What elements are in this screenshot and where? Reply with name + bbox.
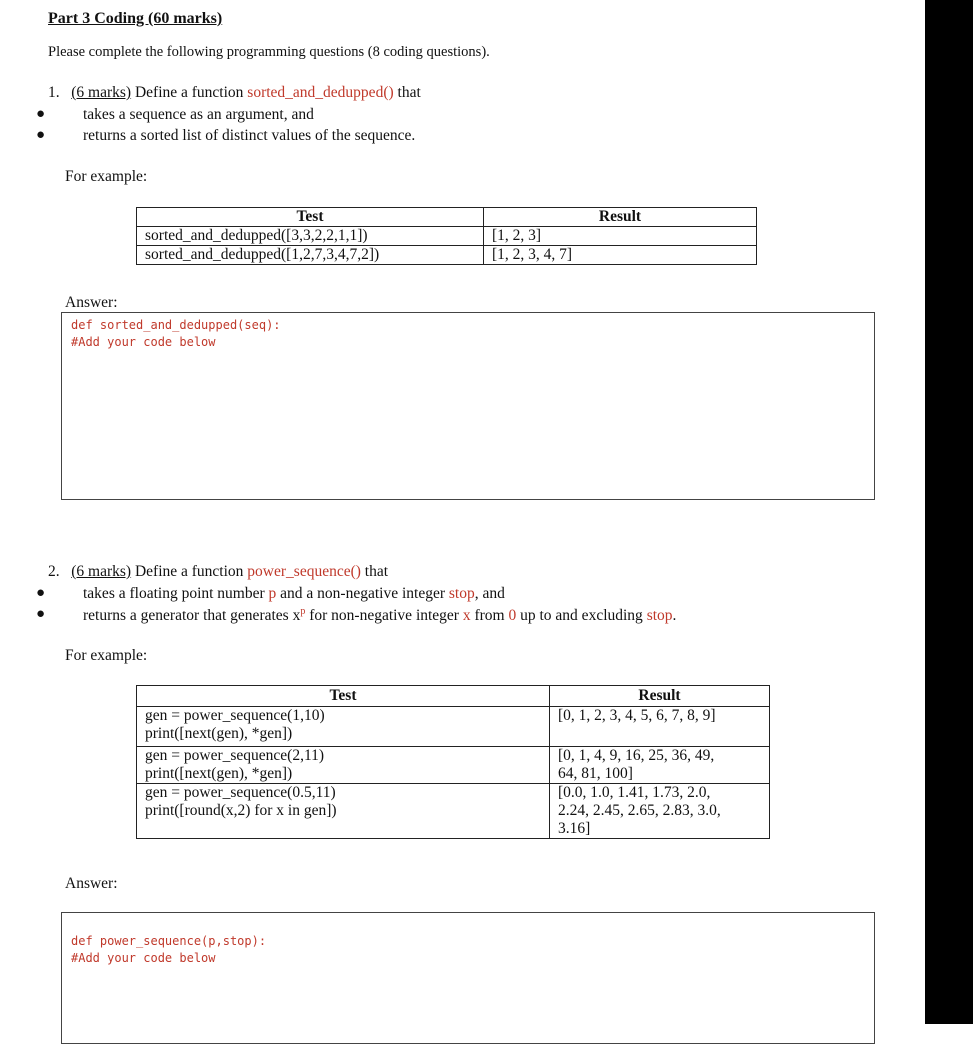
right-edge-black-bar [925,0,973,1024]
q1-result-cell: [1, 2, 3, 4, 7] [484,246,757,265]
q1-test-cell: sorted_and_dedupped([3,3,2,2,1,1]) [137,227,484,246]
q2-answer-label: Answer: [65,875,118,892]
q1-test-cell: sorted_and_dedupped([1,2,7,3,4,7,2]) [137,246,484,265]
q1-answer-label: Answer: [65,294,118,311]
q2-test-line: print([round(x,2) for x in gen]) [145,802,337,819]
q1-number: 1. [48,84,60,101]
q1-heading [48,84,421,102]
bullet-dot-icon: ● [36,585,46,601]
q1-code-line-1: def sorted_and_dedupped(seq): [71,318,281,332]
q2-function-name: power_sequence() [247,563,361,580]
q2-that: that [364,563,389,580]
q2-table-header-result: Result [550,686,770,707]
q2-b1-text-a: takes a floating point number [83,585,265,602]
q2-bullet-1 [83,585,505,603]
q1-table-header-result: Result [484,208,757,227]
q2-test-line: gen = power_sequence(0.5,11) [145,784,336,801]
q2-table-header-test: Test [137,686,550,707]
q2-b2-text-c: from [474,607,505,625]
q2-result-line: [0, 1, 4, 9, 16, 25, 36, 49, [558,747,715,764]
intro-text: Please complete the following programming questions (8 coding questions). [48,44,490,60]
q2-test-cell [137,784,550,839]
q2-test-cell [137,707,550,747]
q2-result-line: 64, 81, 100] [558,765,633,782]
q2-test-line: gen = power_sequence(1,10) [145,707,325,724]
q2-b1-text-b: and a non-negative integer [280,585,445,602]
bullet-dot-icon: ● [36,106,46,122]
q2-test-line: print([next(gen), *gen]) [145,765,293,782]
q1-bullet-2: returns a sorted list of distinct values of the sequence. [83,127,416,144]
q2-example-table [136,685,770,839]
table-row [137,784,770,839]
q2-result-line: 3.16] [558,820,591,837]
q2-answer-box[interactable] [61,912,875,1044]
q1-result-cell: [1, 2, 3] [484,227,757,246]
q2-exponent-p: p [300,606,306,617]
q2-param-p: p [268,585,277,602]
q2-example-label: For example: [65,647,148,664]
table-row [137,707,770,747]
q1-table-header-test: Test [137,208,484,227]
q2-test-line: gen = power_sequence(2,11) [145,747,325,764]
q2-b2-text-e: . [672,607,677,625]
q2-result-cell [550,784,770,839]
q2-test-cell [137,747,550,784]
q2-var-x: x [462,607,471,625]
q2-result-cell [550,707,770,747]
q2-bullet-2 [83,606,676,625]
q1-answer-box[interactable] [61,312,875,500]
q2-b2-text-d: up to and excluding [520,607,643,625]
q1-function-name: sorted_and_dedupped() [247,84,394,101]
bullet-dot-icon: ● [36,127,46,143]
section-title: Part 3 Coding (60 marks) [48,10,223,27]
q2-heading [48,563,388,581]
q2-code-line-1: def power_sequence(p,stop): [71,934,267,948]
q2-define: Define a function [134,563,244,580]
q1-example-table [136,207,757,265]
q2-test-line: print([next(gen), *gen]) [145,725,293,742]
q2-b1-text-c: , and [474,585,505,602]
q2-zero: 0 [508,607,517,625]
q2-result-line: [0, 1, 2, 3, 4, 5, 6, 7, 8, 9] [558,707,716,724]
q2-b2-text-b: for non-negative integer [309,607,459,625]
bullet-dot-icon: ● [36,606,46,622]
table-row [137,246,757,265]
q2-param-stop: stop [448,585,475,602]
q2-result-line: 2.24, 2.45, 2.65, 2.83, 3.0, [558,802,721,819]
q2-number: 2. [48,563,60,580]
q1-that: that [397,84,421,101]
q2-result-cell [550,747,770,784]
q1-marks: (6 marks) [71,84,132,101]
q1-define: Define a function [134,84,244,101]
q1-bullet-1: takes a sequence as an argument, and [83,106,314,123]
table-row [137,227,757,246]
table-row [137,747,770,784]
q2-result-line: [0.0, 1.0, 1.41, 1.73, 2.0, [558,784,711,801]
q2-code-line-2: #Add your code below [71,951,216,965]
q2-marks: (6 marks) [71,563,132,580]
q1-example-label: For example: [65,168,148,185]
q2-b2-text-a: returns a generator that generates x [83,607,301,625]
q1-code-line-2: #Add your code below [71,335,216,349]
q2-var-stop: stop [646,607,673,625]
